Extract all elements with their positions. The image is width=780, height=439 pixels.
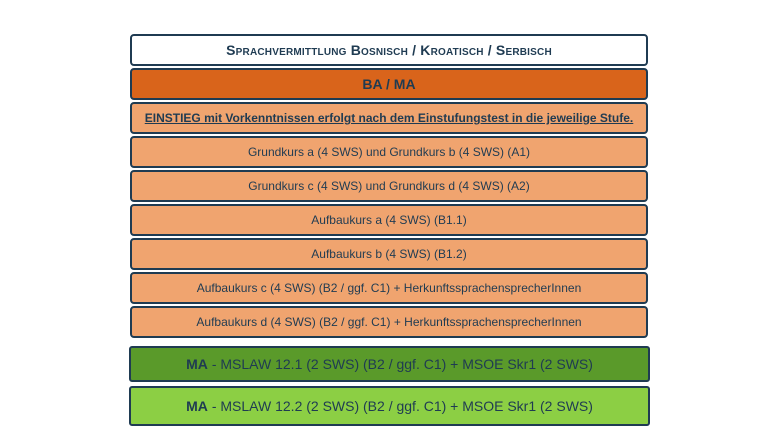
entry-note (130, 102, 648, 134)
course-box (130, 136, 648, 168)
diagram-title-text: Sprachvermittlung Bosnisch / Kroatisch / Serbisch (226, 42, 552, 58)
course-label: Aufbaukurs b (4 SWS) (B1.2) (311, 247, 467, 261)
course-label: Aufbaukurs d (4 SWS) (B2 / ggf. C1) + HerkunftssprachensprecherInnen (196, 315, 582, 329)
ma-course-label: - MSLAW 12.2 (2 SWS) (B2 / ggf. C1) + MSOE Skr1 (2 SWS) (211, 398, 593, 414)
course-box (130, 306, 648, 338)
course-label: Aufbaukurs a (4 SWS) (B1.1) (311, 213, 467, 227)
course-label: Grundkurs a (4 SWS) und Grundkurs b (4 SWS) (A1) (247, 145, 531, 159)
entry-note-text: EINSTIEG mit Vorkenntnissen erfolgt nach dem Einstufungstest in die jeweilige Stufe. (144, 111, 634, 125)
ma-prefix: MA (186, 356, 208, 372)
course-box (130, 170, 648, 202)
course-box (130, 272, 648, 304)
course-label: Aufbaukurs c (4 SWS) (B2 / ggf. C1) + HerkunftssprachensprecherInnen (196, 281, 582, 295)
course-label: Grundkurs c (4 SWS) und Grundkurs d (4 SWS) (A2) (248, 179, 530, 193)
ma-course-label: - MSLAW 12.1 (2 SWS) (B2 / ggf. C1) + MSOE Skr1 (2 SWS) (211, 356, 593, 372)
ma-course-box (129, 346, 650, 382)
ma-course-box (129, 386, 650, 426)
course-box (130, 204, 648, 236)
diagram-title (130, 34, 648, 66)
ba-ma-header (130, 68, 648, 100)
course-box (130, 238, 648, 270)
ma-prefix: MA (186, 398, 208, 414)
ba-ma-header-text: BA / MA (362, 76, 416, 92)
